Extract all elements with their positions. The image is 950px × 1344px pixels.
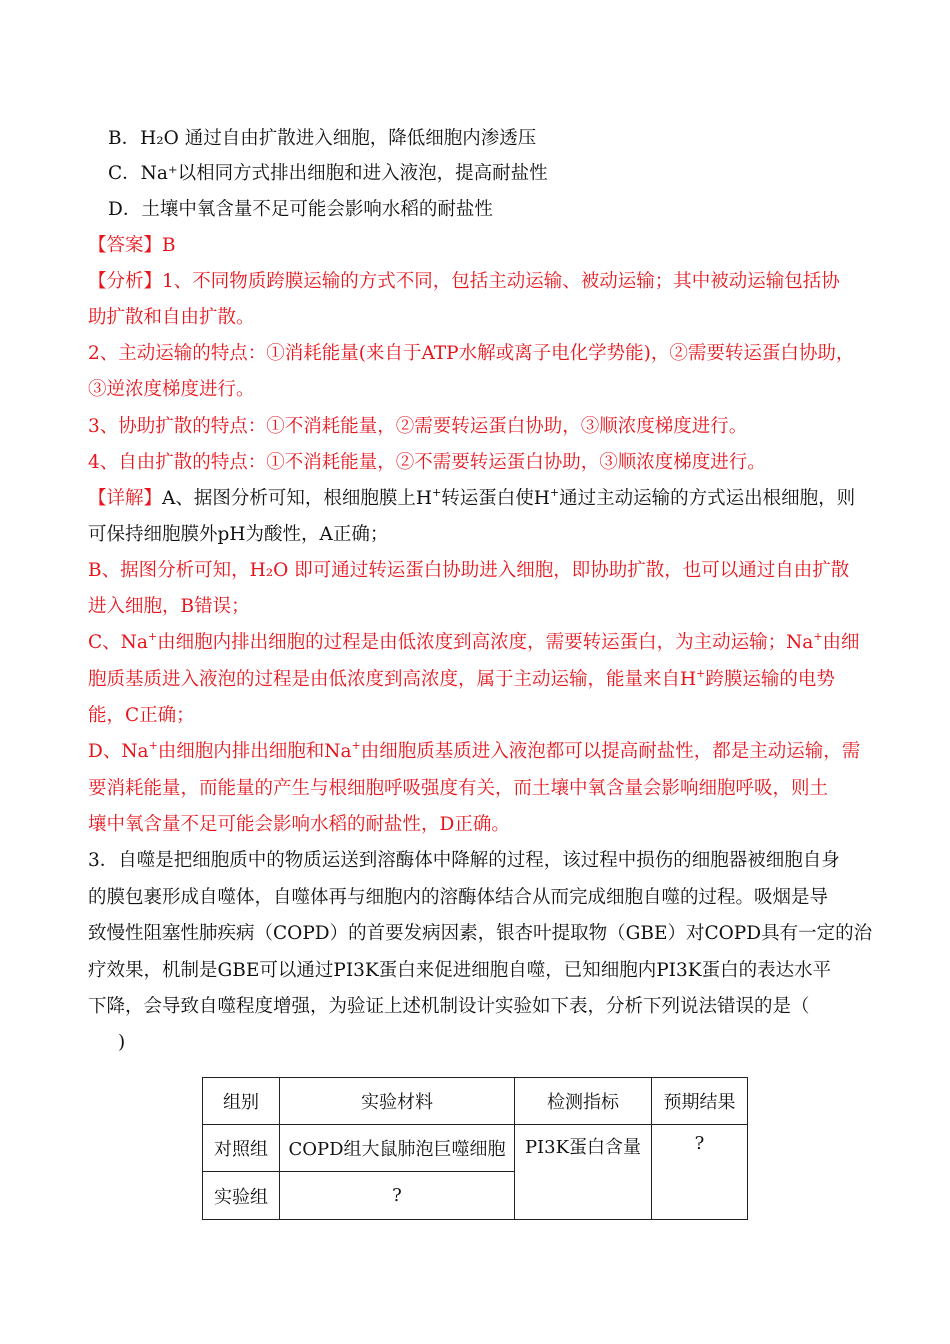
question3-line-1: 3．自噬是把细胞质中的物质运送到溶酶体中降解的过程，该过程中损伤的细胞器被细胞自身 [88,850,840,871]
table-header-cell: 组别 [203,1078,280,1125]
table-header-cell: 预期结果 [652,1078,748,1125]
superscript-plus: + [696,667,706,680]
detail-line-c3: 能，C正确； [88,705,195,726]
detail-c1-pre: C、Na [88,632,148,653]
analysis-line-2: 助扩散和自由扩散。 [88,307,255,328]
detail-line-d1 [88,739,860,765]
table-row [203,1125,748,1172]
table-header-cell: 实验材料 [280,1078,515,1125]
detail-label: 【详解】 [88,488,163,509]
question3-line-4: 疗效果，机制是GBE可以通过PI3K蛋白来促进细胞自噬，已知细胞内PI3K蛋白的表达水平 [88,960,832,981]
detail-line-c1 [88,630,860,656]
analysis-line-4: ③逆浓度梯度进行。 [88,379,255,400]
table-cell: 对照组 [203,1125,280,1172]
detail-line-a1 [88,486,855,512]
detail-line-d3: 壤中氧含量不足可能会影响水稻的耐盐性，D正确。 [88,814,510,835]
superscript-plus: + [147,630,158,643]
option-d: D．土壤中氧含量不足可能会影响水稻的耐盐性 [108,199,493,220]
table-cell: COPD组大鼠肺泡巨噬细胞 [280,1125,515,1172]
detail-c2-pre: 胞质基质进入液泡的过程是由低浓度到高浓度，属于主动运输，能量来自H [88,669,697,690]
table-cell: ? [280,1172,515,1220]
detail-a1-pre: A、据图分析可知，根细胞膜上H [162,488,433,509]
detail-line-d2: 要消耗能量，而能量的产生与根细胞呼吸强度有关，而土壤中氧含量会影响细胞呼吸，则土 [88,778,829,799]
option-c: C．Na⁺以相同方式排出细胞和进入液泡，提高耐盐性 [108,163,548,184]
analysis-line-1 [88,269,840,295]
question3-line-2: 的膜包裹形成自噬体，自噬体再与细胞内的溶酶体结合从而完成细胞自噬的过程。吸烟是导 [88,887,829,908]
detail-a1-mid: 转运蛋白使H [441,488,550,509]
answer-line: 【答案】B [88,235,176,256]
analysis-line-3: 2、主动运输的特点：①消耗能量(来自于ATP水解或离子电化学势能)，②需要转运蛋白协助， [88,343,855,364]
analysis-text-1: 1、不同物质跨膜运输的方式不同，包括主动运输、被动运输；其中被动运输包括协 [162,271,840,292]
superscript-plus: + [549,486,560,499]
analysis-line-6: 4、自由扩散的特点：①不消耗能量，②不需要转运蛋白协助，③顺浓度梯度进行。 [88,452,766,473]
superscript-plus: + [813,630,823,643]
detail-c2-post: 跨膜运输的电势 [705,669,835,690]
analysis-label: 【分析】 [88,271,163,292]
detail-d1-mid: 由细胞内排出细胞和Na [157,741,352,762]
detail-line-a2: 可保持细胞膜外pH为酸性，A正确； [88,524,389,545]
detail-line-b2: 进入细胞，B错误； [88,596,250,617]
detail-line-c2 [88,667,835,693]
table-header-cell: 检测指标 [515,1078,652,1125]
detail-line-b1: B、据图分析可知，H₂O 即可通过转运蛋白协助进入细胞，即协助扩散，也可以通过自由扩散 [88,560,850,581]
question3-line-3: 致慢性阻塞性肺疾病（COPD）的首要发病因素，银杏叶提取物（GBE）对COPD具有一定的治 [88,923,873,944]
table-cell: PI3K蛋白含量 [515,1125,652,1220]
experiment-table [202,1077,748,1220]
detail-a1-post: 通过主动运输的方式运出根细胞，则 [559,488,856,509]
superscript-plus: + [351,739,361,752]
table-cell: 实验组 [203,1172,280,1220]
table-header-row [203,1078,748,1125]
analysis-line-5: 3、协助扩散的特点：①不消耗能量，②需要转运蛋白协助，③顺浓度梯度进行。 [88,416,748,437]
detail-c1-post: 由细 [822,632,860,653]
table-cell: ? [652,1125,748,1220]
question3-line-6: ) [118,1032,126,1053]
superscript-plus: + [148,739,158,752]
detail-d1-post: 由细胞质基质进入液泡都可以提高耐盐性，都是主动运输，需 [360,741,861,762]
question3-line-5: 下降，会导致自噬程度增强，为验证上述机制设计实验如下表，分析下列说法错误的是（ [88,996,810,1017]
detail-c1-mid: 由细胞内排出细胞的过程是由低浓度到高浓度，需要转运蛋白，为主动运输；Na [157,632,814,653]
detail-d1-pre: D、Na [88,741,149,762]
superscript-plus: + [432,486,442,499]
option-b: B．H₂O 通过自由扩散进入细胞，降低细胞内渗透压 [108,128,537,149]
